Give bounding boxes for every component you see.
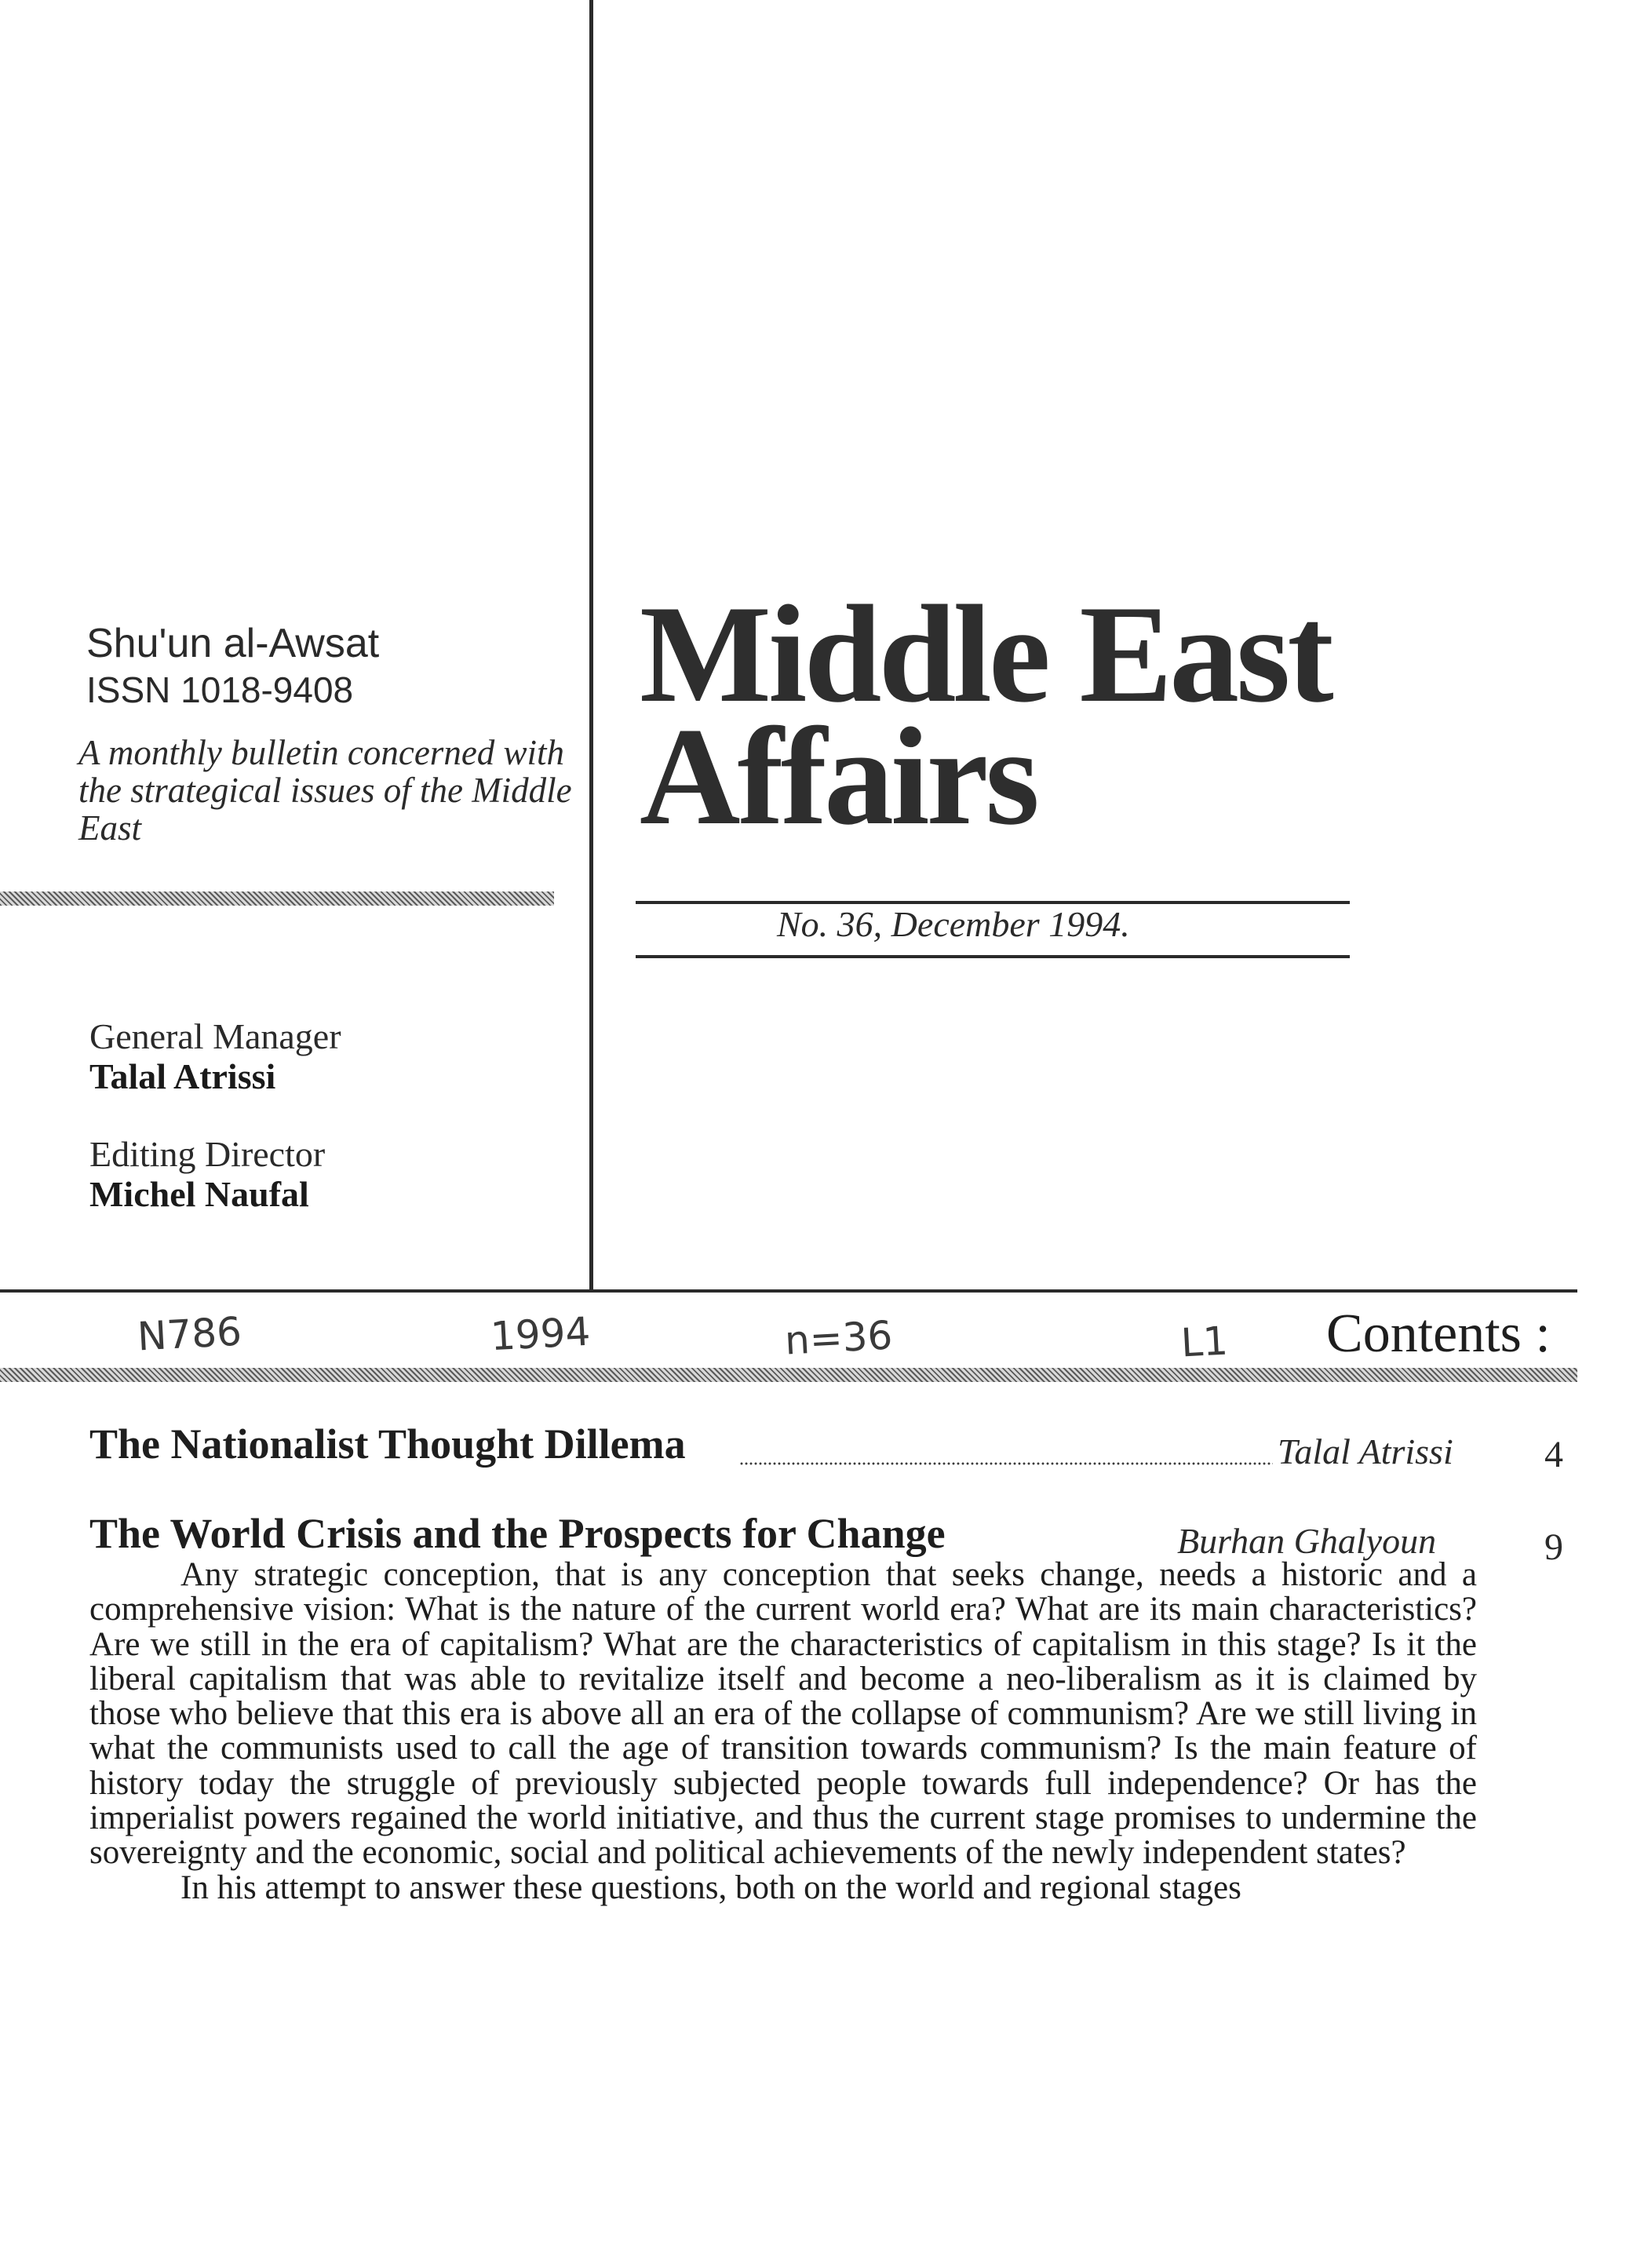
handwritten-note: L1 — [1179, 1318, 1230, 1366]
toc-entry-author: Burhan Ghalyoun — [1177, 1521, 1437, 1561]
issue-number: No. 36, December 1994. — [777, 904, 1130, 944]
handwritten-note: 1994 — [489, 1308, 592, 1360]
contents-heading: Contents : — [1326, 1304, 1551, 1364]
general-manager-name: Talal Atrissi — [89, 1056, 276, 1096]
general-manager-role: General Manager — [89, 1016, 341, 1056]
article-abstract — [89, 1558, 1477, 1905]
abstract-paragraph: Any strategic conception, that is any conception that seeks change, needs a historic and a comprehensive vision: What is the nature of the current world era? What are its main characteristics? Are we still in the era of capitalism? What are the characteristics of capitalism in this stage? Is it the liberal capitalism that was able to revitalize itself and become a neo-liberalism as it is claimed by those who believe that this era is above all an era of the collapse of communism? Are we still living in what the communists used to call the age of transition towards communism? Is the main feature of history today the struggle of previously subjected people towards full independence? Or has the imperialist powers regained the world initiative, and thus the current stage promises to undermine the sovereignty and the economic, social and political achievements of the newly independent states? — [89, 1556, 1477, 1872]
vertical-divider — [589, 0, 593, 1291]
issn: ISSN 1018-9408 — [86, 669, 354, 710]
handwritten-note: N786 — [136, 1308, 243, 1360]
toc-entry-author: Talal Atrissi — [1278, 1431, 1453, 1471]
publication-arabic-name: Shu'un al-Awsat — [86, 621, 380, 666]
tagline: A monthly bulletin concerned with the strategical issues of the Middle East — [78, 733, 572, 848]
title-rule-bottom — [636, 955, 1350, 958]
contents-rule — [0, 1289, 1577, 1293]
toc-entry-page: 4 — [1544, 1434, 1563, 1475]
title-line-2: Affairs — [640, 698, 1037, 854]
hatched-divider-contents — [0, 1368, 1577, 1382]
handwritten-note: n=36 — [783, 1312, 894, 1364]
toc-entry-title: The World Crisis and the Prospects for Change — [89, 1510, 946, 1557]
editing-director-role: Editing Director — [89, 1134, 326, 1174]
abstract-paragraph: In his attempt to answer these questions, both on the world and regional stages — [180, 1869, 1241, 1906]
dot-leader — [739, 1461, 1273, 1466]
hatched-divider-left — [0, 892, 554, 906]
editing-director-name: Michel Naufal — [89, 1174, 309, 1214]
toc-entry-page: 9 — [1544, 1526, 1563, 1568]
title-line-1: Middle East — [640, 576, 1331, 731]
publication-title — [640, 576, 1331, 854]
toc-entry-title: The Nationalist Thought Dillema — [89, 1420, 686, 1468]
